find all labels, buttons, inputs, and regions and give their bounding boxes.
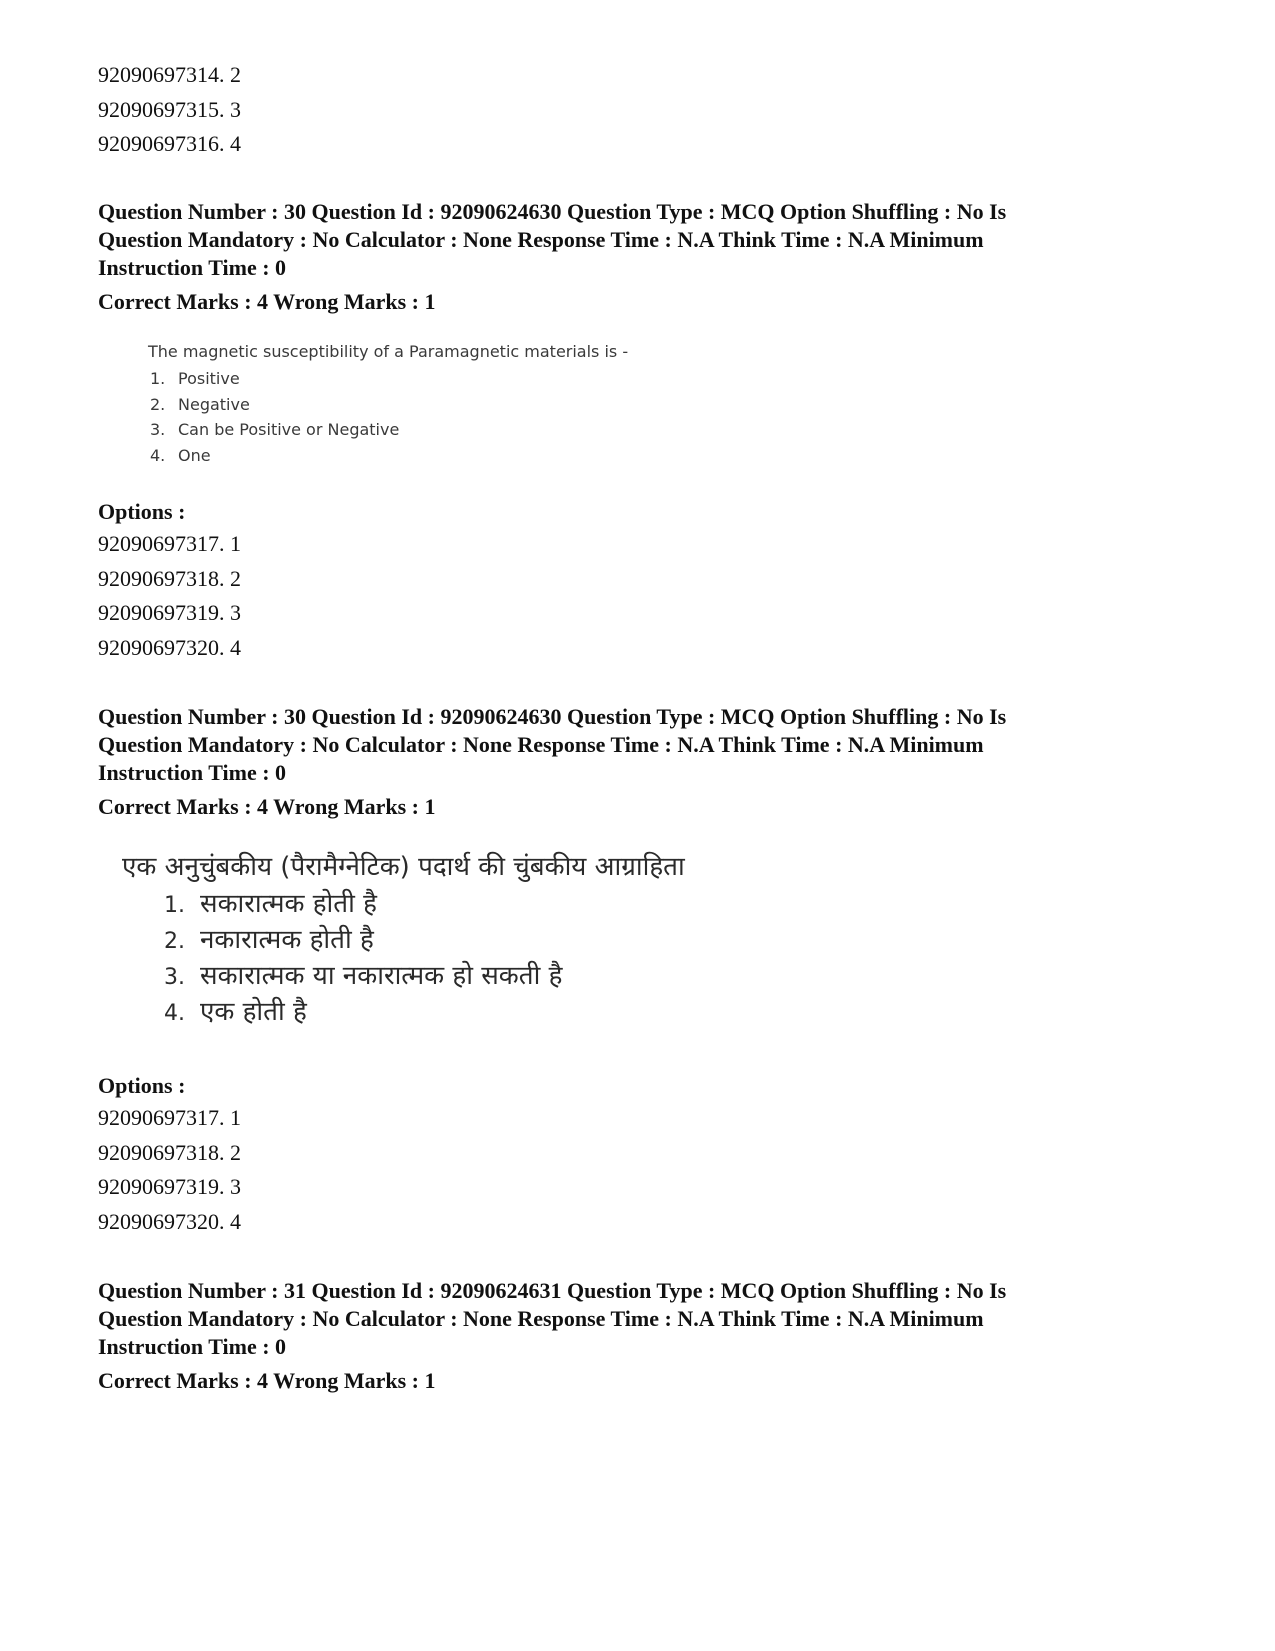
option-line: 92090697319. 3	[98, 1174, 241, 1199]
choice-item: 4. One	[150, 445, 211, 465]
option-line: 92090697318. 2	[98, 1139, 241, 1165]
marks-line: Correct Marks : 4 Wrong Marks : 1	[98, 289, 436, 314]
question-stem: The magnetic susceptibility of a Paramagnetic materials is -	[148, 342, 629, 361]
marks-line: Correct Marks : 4 Wrong Marks : 1	[98, 794, 436, 819]
question-header-line: Question Number : 30 Question Id : 92090624630 Question Type : MCQ Option Shuffling : No Is	[98, 199, 1007, 224]
question-31	[98, 1277, 1006, 1395]
question-header-line: Question Mandatory : No Calculator : None Response Time : N.A Think Time : N.A Minimum	[98, 732, 984, 757]
choice-item: 4. एक होती है	[164, 997, 307, 1027]
question-header	[98, 198, 1006, 282]
question-stem: एक अनुचुंबकीय (पैरामैग्नेटिक) पदार्थ की चुंबकीय आग्राहिता	[122, 852, 685, 882]
options-label: Options :	[98, 1073, 186, 1098]
question-image-hindi	[122, 848, 685, 1030]
option-line: 92090697317. 1	[98, 531, 241, 556]
choice-item: 3. सकारात्मक या नकारात्मक हो सकती है	[164, 961, 563, 991]
option-line: 92090697315. 3	[98, 96, 241, 122]
question-30-hindi-options	[98, 1071, 241, 1239]
question-30-hindi	[98, 703, 1006, 821]
question-header-line: Question Mandatory : No Calculator : None Response Time : N.A Think Time : N.A Minimum	[98, 1306, 984, 1331]
question-header	[98, 703, 1006, 787]
question-header-line: Instruction Time : 0	[98, 1334, 287, 1359]
options-list	[98, 1101, 241, 1239]
option-line: 92090697318. 2	[98, 565, 241, 591]
option-line: 92090697319. 3	[98, 600, 241, 625]
previous-question-options	[98, 58, 241, 162]
option-line: 92090697314. 2	[98, 62, 241, 87]
question-header-line: Question Number : 30 Question Id : 92090624630 Question Type : MCQ Option Shuffling : No Is	[98, 704, 1007, 729]
choice-list	[148, 366, 628, 468]
question-header-line: Question Mandatory : No Calculator : None Response Time : N.A Think Time : N.A Minimum	[98, 227, 984, 252]
choice-item: 1. Positive	[150, 369, 240, 388]
options-list	[98, 527, 241, 665]
choice-item: 3. Can be Positive or Negative	[150, 420, 400, 439]
question-header-line: Question Number : 31 Question Id : 92090624631 Question Type : MCQ Option Shuffling : No Is	[98, 1278, 1007, 1303]
question-header-line: Instruction Time : 0	[98, 255, 287, 280]
choice-item: 1. सकारात्मक होती है	[164, 889, 377, 919]
question-header-line: Instruction Time : 0	[98, 760, 287, 785]
choice-list	[122, 886, 685, 1030]
option-line: 92090697317. 1	[98, 1105, 241, 1130]
choice-item: 2. नकारात्मक होती है	[164, 925, 374, 955]
question-30-english	[98, 198, 1006, 316]
option-line: 92090697316. 4	[98, 131, 241, 156]
question-image-english	[148, 340, 628, 468]
option-line: 92090697320. 4	[98, 1208, 241, 1234]
choice-item: 2. Negative	[150, 394, 250, 414]
question-header	[98, 1277, 1006, 1361]
option-line: 92090697320. 4	[98, 634, 241, 660]
marks-line: Correct Marks : 4 Wrong Marks : 1	[98, 1368, 436, 1393]
question-30-english-options	[98, 497, 241, 665]
options-label: Options :	[98, 499, 186, 524]
